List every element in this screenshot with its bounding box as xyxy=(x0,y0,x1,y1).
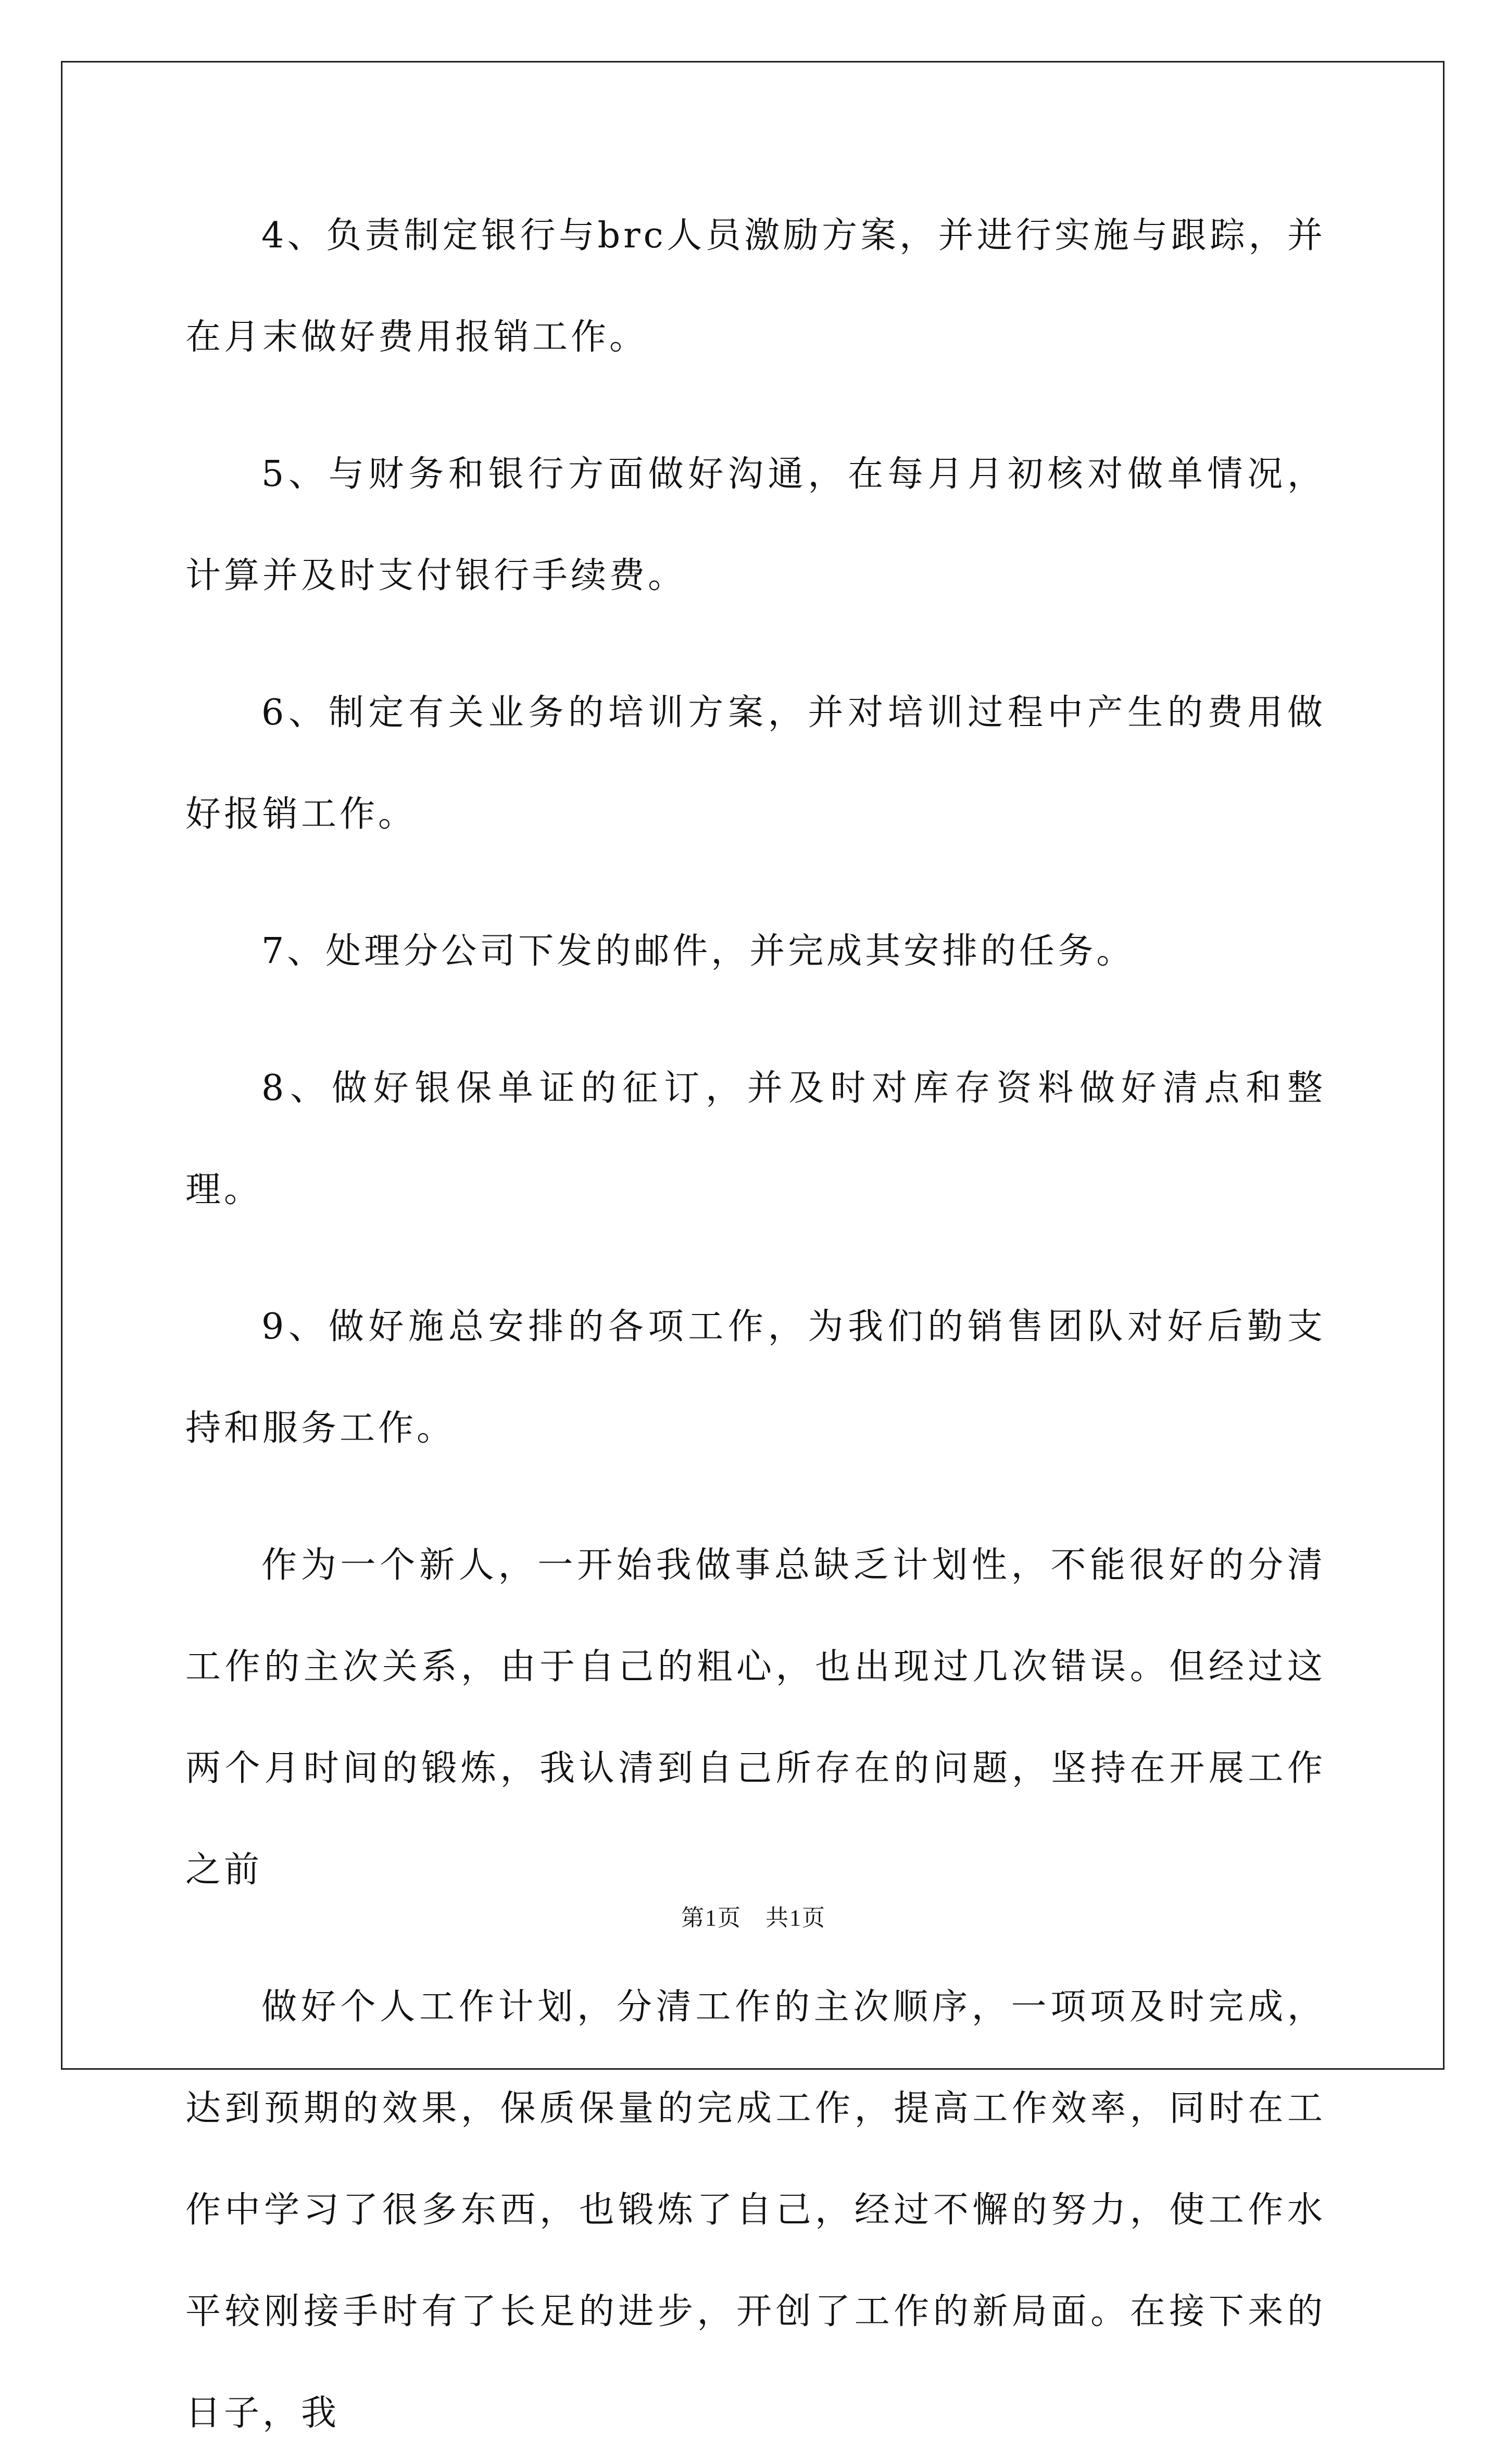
page-footer: 第1页 共1页 xyxy=(681,1905,826,1931)
document-body xyxy=(185,185,1326,2464)
paragraph: 8、做好银保单证的征订，并及时对库存资料做好清点和整理。 xyxy=(185,1068,1326,1210)
paragraph: 6、制定有关业务的培训方案，并对培训过程中产生的费用做好报销工作。 xyxy=(185,692,1326,835)
paragraph: 9、做好施总安排的各项工作，为我们的销售团队对好后勤支持和服务工作。 xyxy=(185,1306,1326,1449)
paragraph: 做好个人工作计划，分清工作的主次顺序，一项项及时完成，达到预期的效果，保质保量的完成工作，提高工作效率，同时在工作中学习了很多东西，也锻炼了自己，经过不懈的努力，使工作水平较刚接手时有了长足的进步，开创了工作的新局面。在接下来的日子，我 xyxy=(185,1986,1326,2434)
paragraph: 4、负责制定银行与brc人员激励方案，并进行实施与跟踪，并在月末做好费用报销工作。 xyxy=(185,215,1326,358)
paragraph: 作为一个新人，一开始我做事总缺乏计划性，不能很好的分清工作的主次关系，由于自己的粗心，也出现过几次错误。但经过这两个月时间的锻炼，我认清到自己所存在的问题，坚持在开展工作之前 xyxy=(185,1545,1326,1891)
paragraph: 5、与财务和银行方面做好沟通，在每月月初核对做单情况，计算并及时支付银行手续费。 xyxy=(185,454,1326,596)
paragraph: 7、处理分公司下发的邮件，并完成其安排的任务。 xyxy=(261,931,1135,972)
